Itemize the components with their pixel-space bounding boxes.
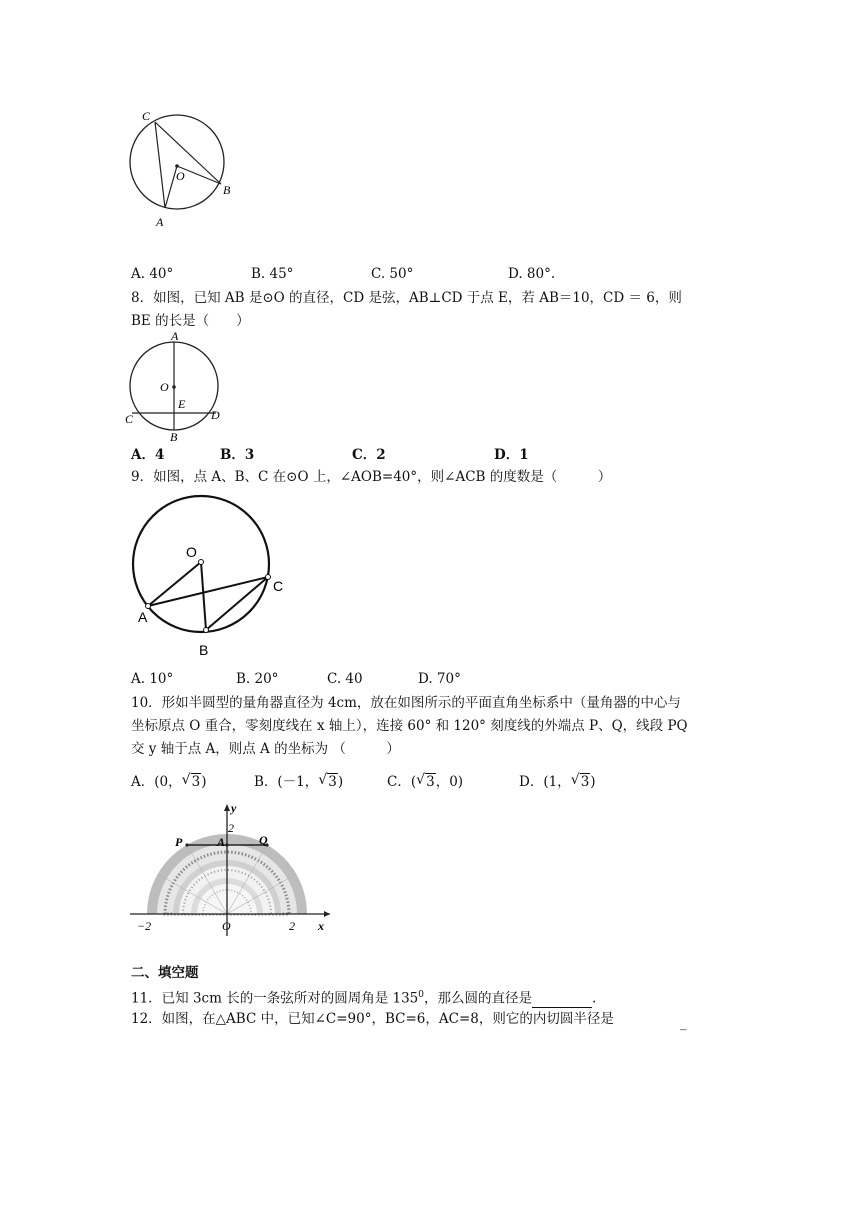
q9-option-c: C. 40 bbox=[327, 671, 363, 687]
q10-option-a: A．(0， √ 3) bbox=[131, 772, 207, 790]
q10-label-two-top: 2 bbox=[228, 821, 234, 835]
q9-label-o: O bbox=[186, 544, 197, 560]
q9-figure bbox=[128, 490, 298, 665]
q7-figure bbox=[120, 100, 250, 235]
q7-label-b: B bbox=[223, 183, 231, 197]
q10-option-b: B．(－1， √ 3) bbox=[254, 772, 344, 790]
q10-stem-line1: 10．形如半圆型的量角器直径为 4cm，放在如图所示的平面直角坐标系中（量角器的中心与 bbox=[131, 695, 681, 711]
q7-option-b: B. 45° bbox=[251, 266, 294, 282]
q8-label-c: C bbox=[125, 412, 134, 426]
q10-label-q: Q bbox=[259, 833, 268, 847]
q10-stem-line2: 坐标原点 O 重合，零刻度线在 x 轴上），连接 60° 和 120° 刻度线的外端点 P、Q，线段 PQ bbox=[131, 718, 688, 734]
q7-label-c: C bbox=[142, 109, 151, 123]
q7-option-c: C. 50° bbox=[371, 266, 414, 282]
q9-option-a: A. 10° bbox=[131, 671, 174, 687]
q10-option-c: C．( √ 3，0) bbox=[387, 772, 464, 790]
q10-label-two-right: 2 bbox=[289, 919, 295, 933]
section2-title: 二、填空题 bbox=[131, 965, 199, 981]
q7-label-a: A bbox=[156, 215, 164, 229]
q10-option-d: D．(1， √ 3) bbox=[519, 772, 596, 790]
q8-option-a: A．4 bbox=[131, 447, 165, 463]
q10-label-y: y bbox=[231, 801, 237, 815]
q10-label-neg2: −2 bbox=[137, 919, 152, 933]
q8-label-b: B bbox=[170, 430, 178, 444]
q8-stem-line1: 8．如图，已知 AB 是⊙O 的直径，CD 是弦，AB⊥CD 于点 E，若 AB＝10，CD ＝ 6，则 bbox=[131, 290, 682, 306]
q10-stem-line3: 交 y 轴于点 A，则点 A 的坐标为 （ ） bbox=[131, 741, 400, 757]
q9-option-d: D. 70° bbox=[418, 671, 461, 687]
q8-label-d: D bbox=[211, 408, 220, 422]
q7-option-a: A. 40° bbox=[131, 266, 174, 282]
q7-label-o: O bbox=[176, 169, 185, 183]
q11-answer-blank bbox=[532, 994, 592, 1008]
q12-stem: 12．如图，在△ABC 中，已知∠C=90°，BC=6，AC=8，则它的内切圆半径是 bbox=[131, 1011, 614, 1027]
q8-label-e: E bbox=[178, 397, 186, 411]
q12-blank-mark: _ bbox=[680, 1015, 687, 1031]
q10-label-p: P bbox=[175, 835, 183, 849]
q9-label-a: A bbox=[138, 609, 148, 625]
q9-stem: 9．如图，点 A、B、C 在⊙O 上，∠AOB=40°，则∠ACB 的度数是（ ） bbox=[131, 469, 612, 485]
q8-label-a: A bbox=[171, 329, 179, 343]
q11-stem: 11．已知 3cm 长的一条弦所对的圆周角是 $135^0$，那么圆的直径是 . bbox=[131, 990, 597, 1007]
q9-option-b: B. 20° bbox=[236, 671, 279, 687]
q10-label-o: O bbox=[222, 919, 231, 933]
q7-option-d: D. 80°. bbox=[508, 266, 556, 282]
q8-option-b: B．3 bbox=[220, 447, 255, 463]
q8-option-c: C．2 bbox=[352, 447, 386, 463]
q10-label-a: A bbox=[217, 835, 226, 849]
q9-label-b: B bbox=[199, 642, 209, 658]
q8-option-d: D．1 bbox=[494, 447, 529, 463]
q8-figure bbox=[120, 328, 235, 446]
q10-label-x: x bbox=[318, 919, 324, 933]
q10-figure bbox=[125, 800, 340, 940]
q9-label-c: C bbox=[273, 578, 284, 594]
q8-stem-line2: BE 的长是（ ） bbox=[131, 313, 250, 329]
q8-label-o: O bbox=[160, 380, 169, 394]
